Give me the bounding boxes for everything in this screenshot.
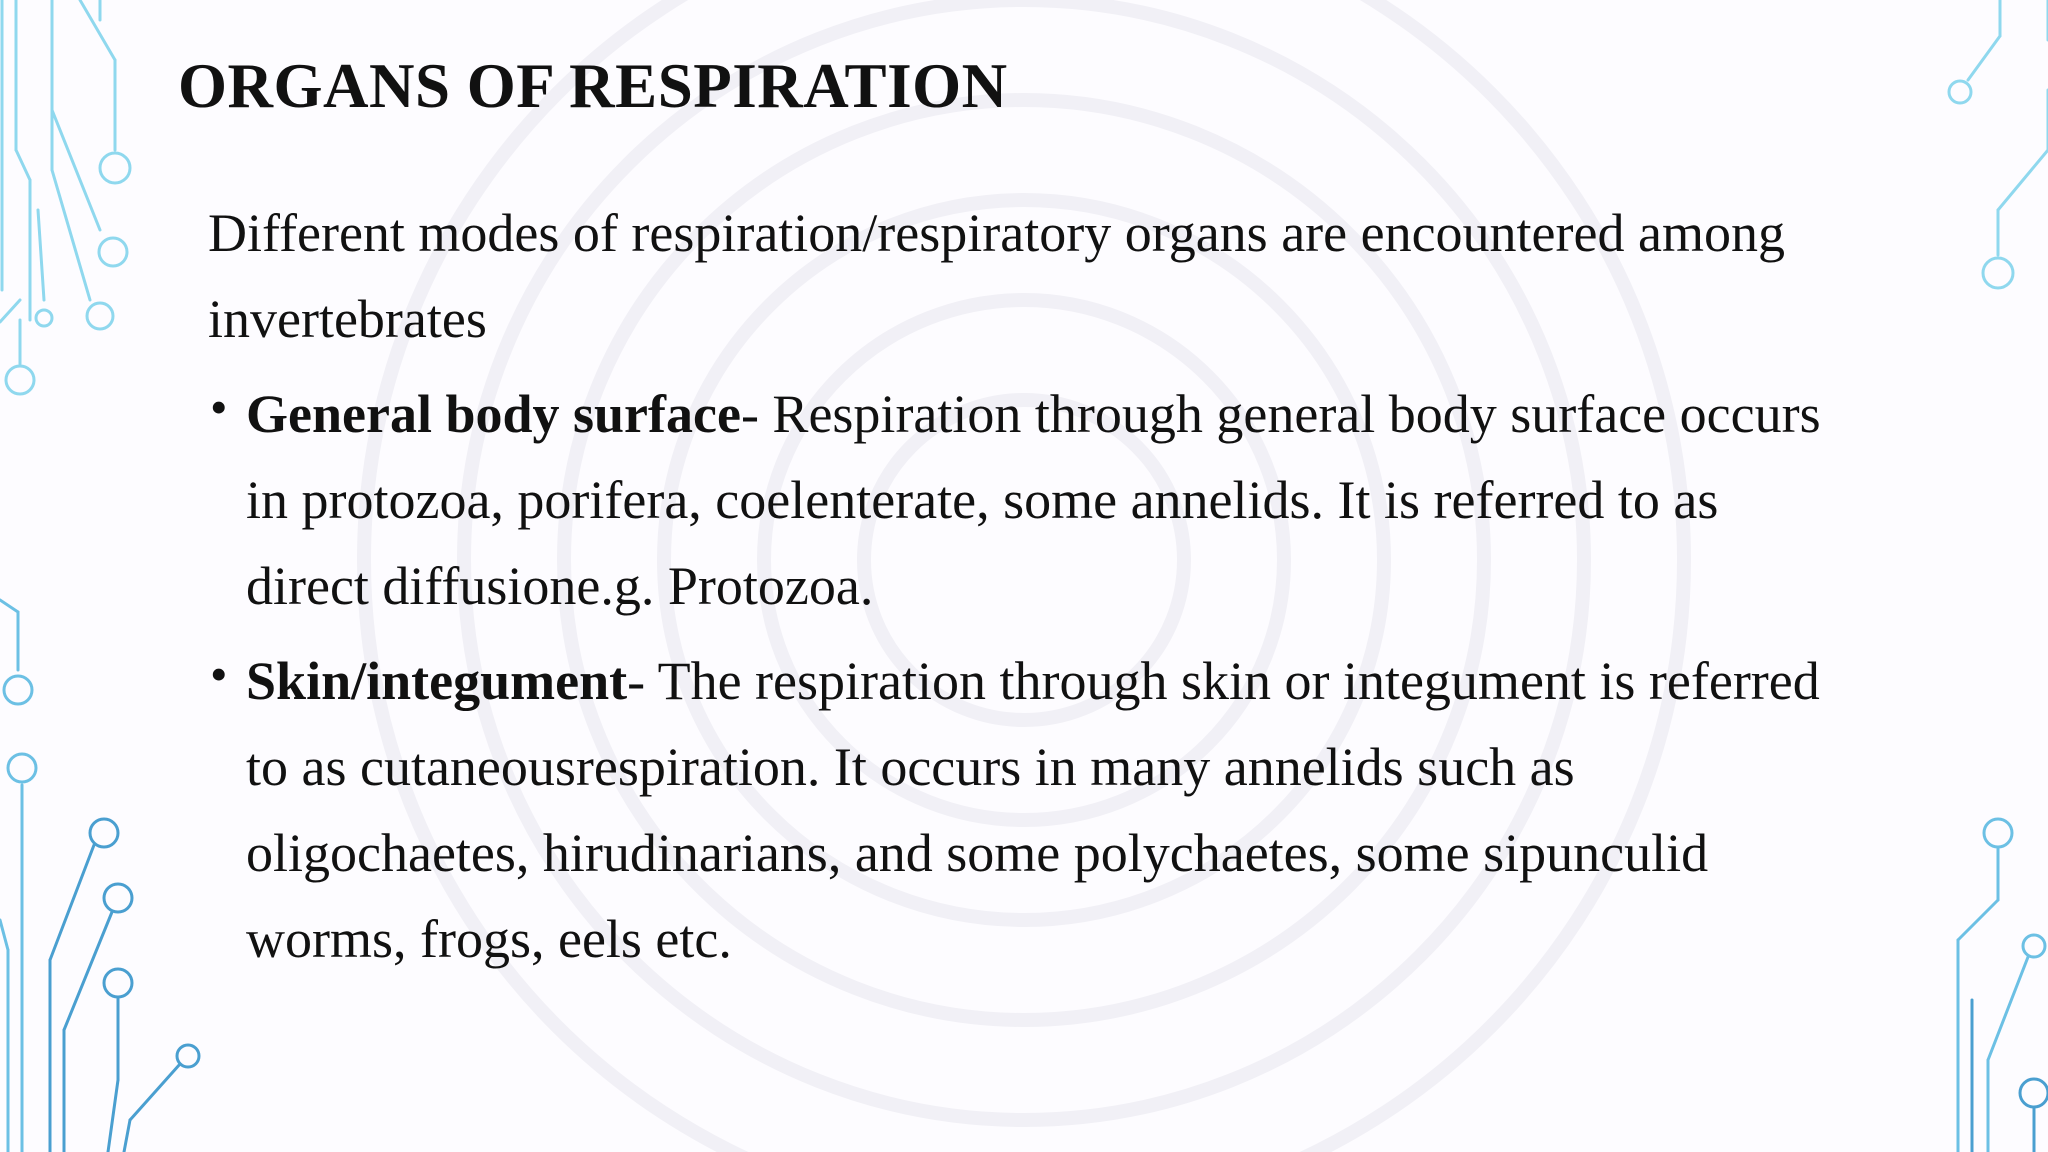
bullet-term: Skin/integument <box>246 651 628 711</box>
slide-body <box>208 190 1848 991</box>
bullet-text: - The respiration through skin or integument is referred to as cutaneousrespiration. It occurs in many annelids such as oligochaetes, hirudinarians, and some polychaetes, some sipunculid worms, frogs, eels etc. <box>246 651 1820 969</box>
bullet-marker: • <box>210 646 228 702</box>
intro-paragraph: Different modes of respiration/respiratory organs are encountered among invertebrates <box>208 203 1785 349</box>
bullet-marker: • <box>210 379 228 435</box>
bullet-item-general-body-surface <box>208 371 1848 629</box>
circuit-decoration-right <box>1928 0 2048 1152</box>
slide-title: ORGANS OF RESPIRATION <box>178 51 1008 121</box>
bullet-term: General body surface <box>246 384 741 444</box>
bullet-list <box>208 371 1848 982</box>
bullet-item-skin-integument <box>208 638 1848 982</box>
bullet-text: - Respiration through general body surface occurs in protozoa, porifera, coelenterate, some annelids. It is referred to as direct diffusione.g. Protozoa. <box>246 384 1821 616</box>
